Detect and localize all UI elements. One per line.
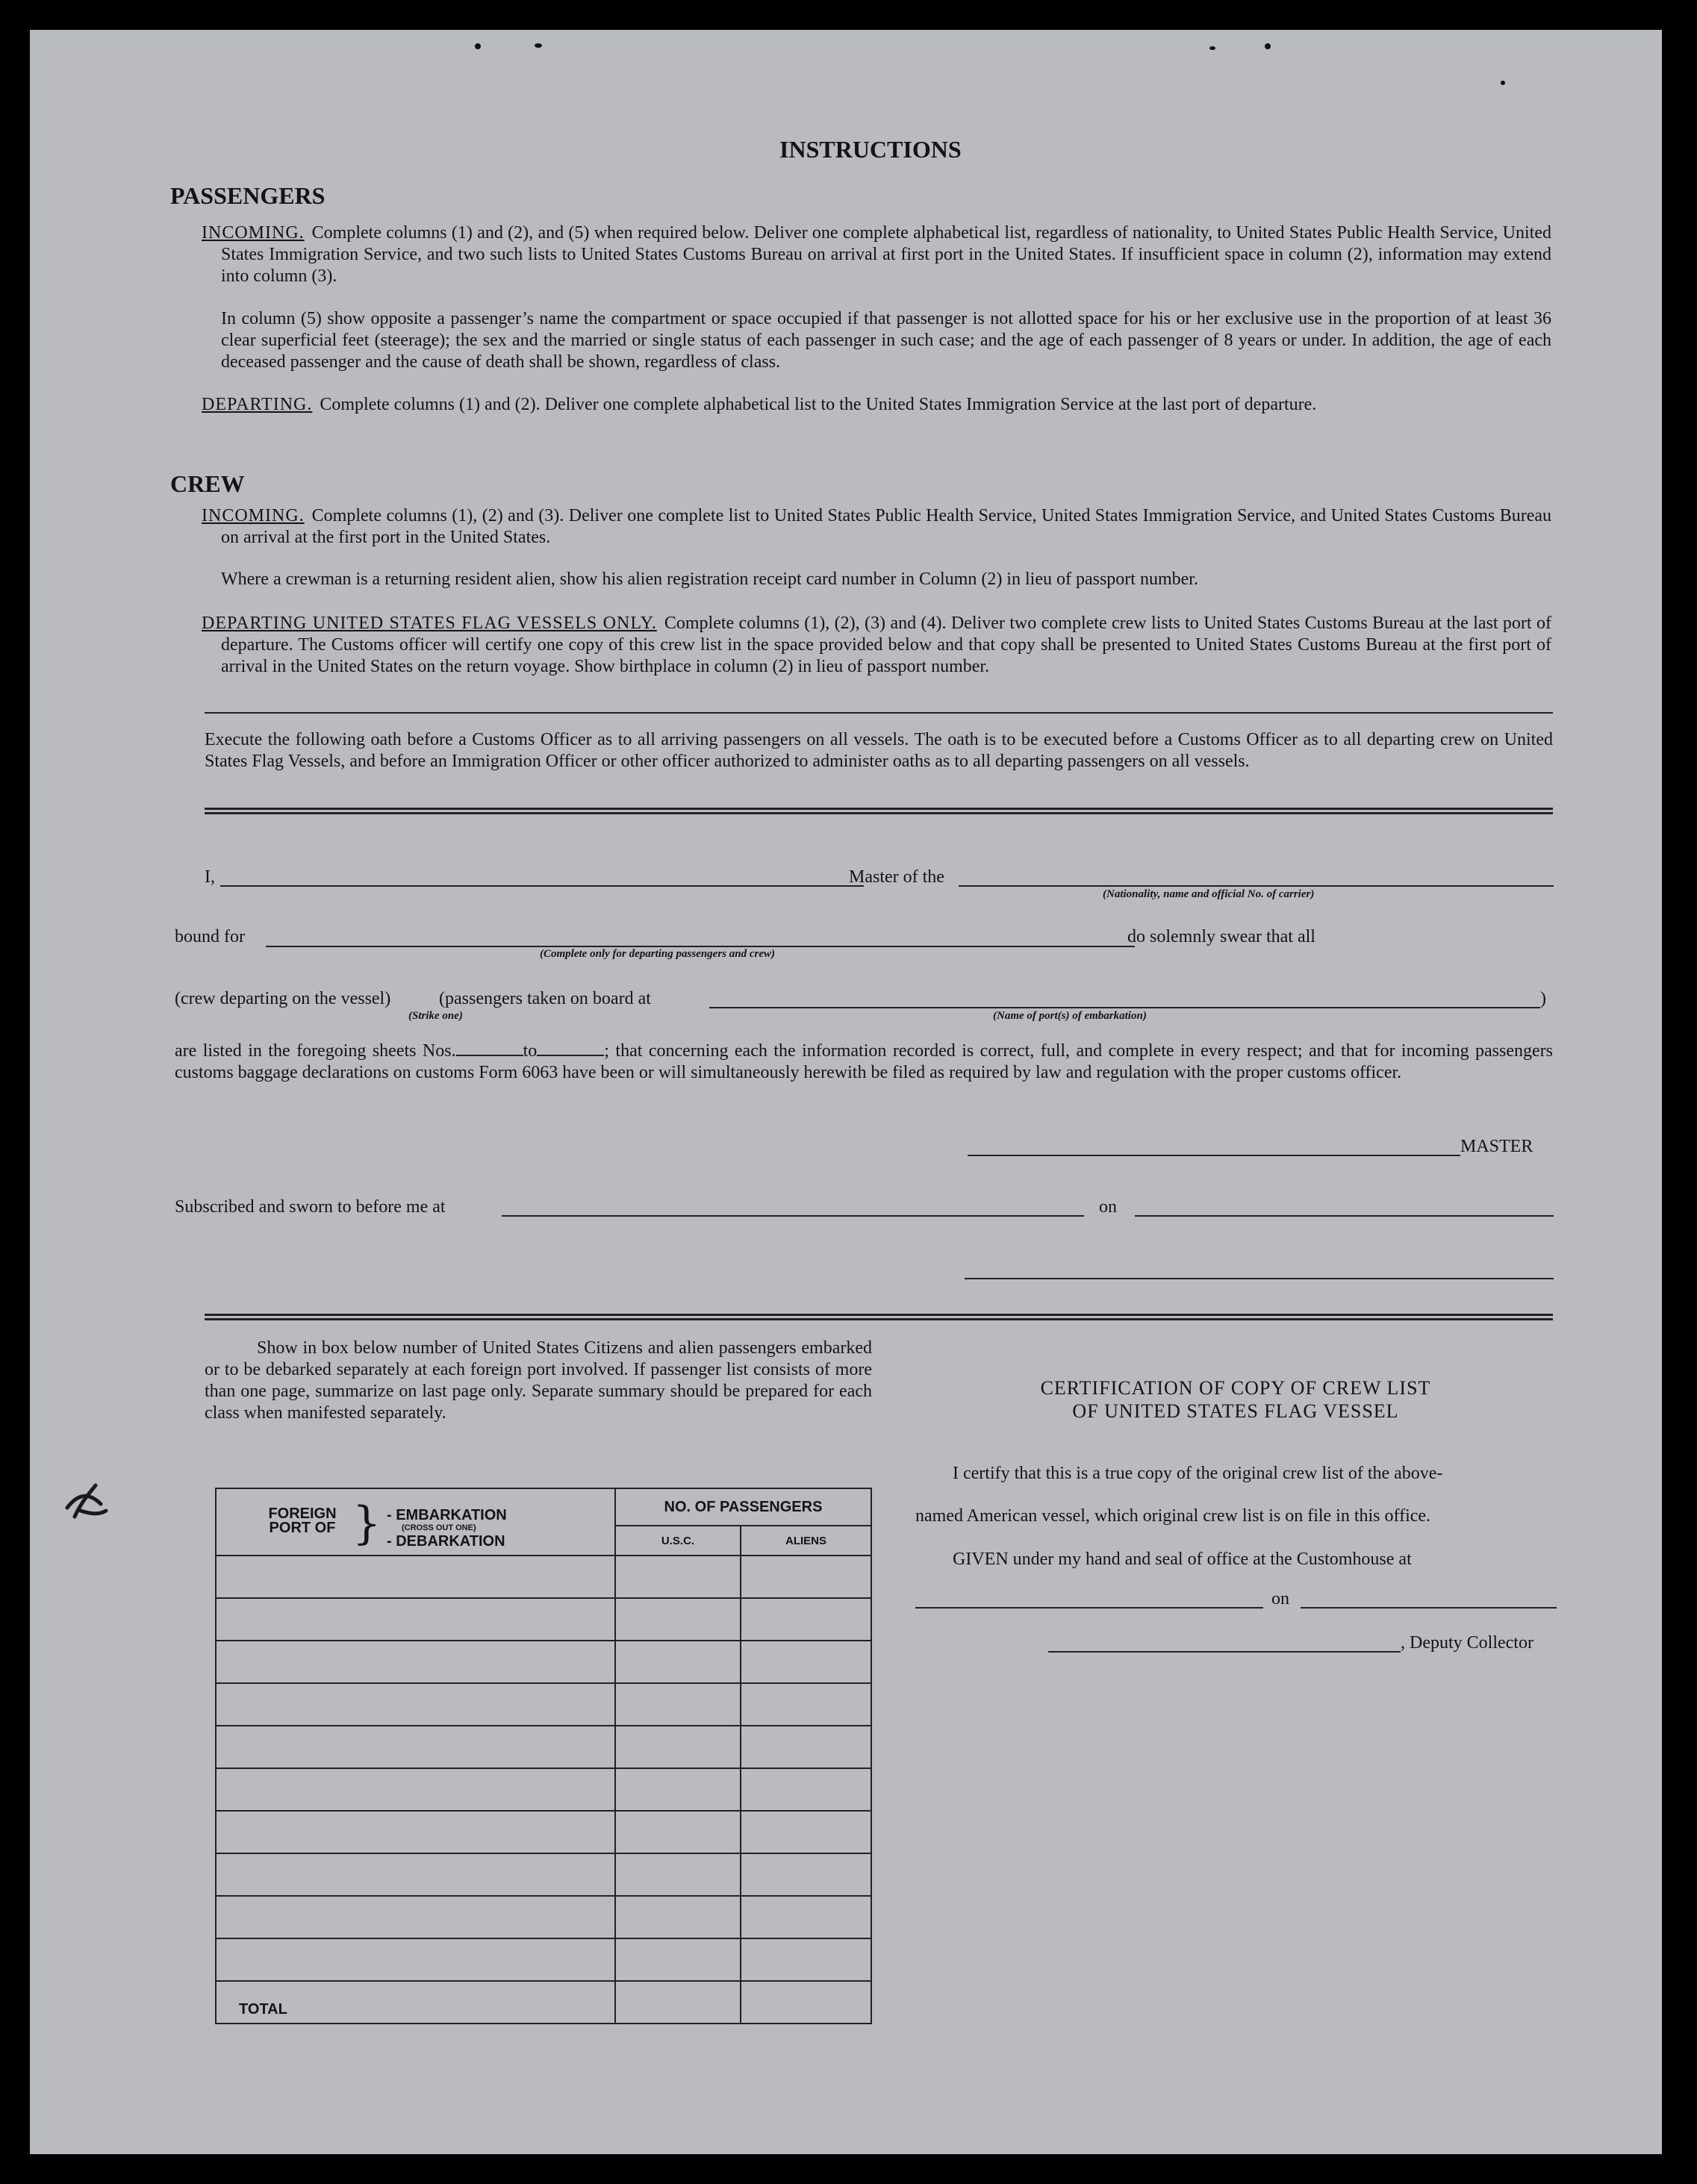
- divider: [205, 712, 1553, 714]
- listed-paragraph: [175, 1040, 1553, 1084]
- usc-cell[interactable]: [615, 1768, 741, 1811]
- usc-cell[interactable]: [615, 1556, 741, 1598]
- foreign-port-header: FOREIGN PORT OF: [268, 1506, 337, 1536]
- certification-heading-line-2: OF UNITED STATES FLAG VESSEL: [1072, 1400, 1399, 1422]
- aliens-cell[interactable]: [741, 1938, 871, 1981]
- port-cell[interactable]: [216, 1853, 615, 1896]
- divider-double: [205, 1314, 1553, 1320]
- form-page: [30, 30, 1662, 2154]
- master-label: MASTER: [1460, 1137, 1533, 1156]
- table-row: [216, 1726, 871, 1768]
- customhouse-field[interactable]: [915, 1607, 1263, 1609]
- usc-header: U.S.C.: [615, 1526, 741, 1556]
- speck: [475, 43, 481, 49]
- cross-out-note: (CROSS OUT ONE): [402, 1523, 476, 1532]
- passengers-incoming-text: Complete columns (1) and (2), and (5) when required below. Deliver one complete alphabetical list, regardless of nationality, to United States Public Health Service, United States Immigration Service, and two such lists to United States Customs Bureau on arrival at first port in the United States. If insufficient space in column (2), information may extend into column (3).: [221, 223, 1551, 286]
- summary-instructions: Show in box below number of United States Citizens and alien passengers embarked or to be debarked separately at each foreign port involved. If passenger list consists of more than one page, summarize on last page only. Separate summary should be prepared for each class when manifested separately.: [205, 1338, 872, 1423]
- certification-on-label: on: [1271, 1589, 1289, 1609]
- aliens-cell[interactable]: [741, 1556, 871, 1598]
- aliens-total-cell[interactable]: [741, 1981, 871, 2024]
- page-title: INSTRUCTIONS: [779, 136, 962, 163]
- sworn-place-field[interactable]: [502, 1215, 1084, 1217]
- usc-cell[interactable]: [615, 1853, 741, 1896]
- aliens-header: ALIENS: [741, 1526, 871, 1556]
- table-row: [216, 1938, 871, 1981]
- usc-cell[interactable]: [615, 1938, 741, 1981]
- certification-date-field[interactable]: [1301, 1607, 1557, 1609]
- table-row: [216, 1683, 871, 1726]
- sheets-from-field[interactable]: [456, 1041, 523, 1056]
- total-row: [216, 1981, 871, 2024]
- close-paren: ): [1540, 989, 1546, 1008]
- crew-departing-text: Complete columns (1), (2), (3) and (4). Deliver two complete crew lists to United States Customs Bureau at the last port of departure. The Customs officer will certify one copy of this crew list in the space provided below and that copy shall be presented to United States Customs Bureau at the first port of arrival in the United States on the return voyage. Show birthplace in column (2) in lieu of passport number.: [221, 614, 1551, 676]
- passengers-departing-lead: DEPARTING.: [202, 395, 313, 414]
- certification-line-3: GIVEN under my hand and seal of office at the Customhouse at: [953, 1550, 1412, 1569]
- deputy-collector-label: , Deputy Collector: [1401, 1633, 1533, 1653]
- usc-total-cell[interactable]: [615, 1981, 741, 2024]
- port-cell[interactable]: [216, 1641, 615, 1683]
- aliens-cell[interactable]: [741, 1811, 871, 1853]
- port-cell[interactable]: [216, 1726, 615, 1768]
- officer-signature-field[interactable]: [965, 1278, 1554, 1279]
- table-row: [216, 1641, 871, 1683]
- listed-label-a: are listed in the foregoing sheets Nos.: [175, 1041, 456, 1061]
- port-cell[interactable]: [216, 1683, 615, 1726]
- port-cell[interactable]: [216, 1938, 615, 1981]
- aliens-cell[interactable]: [741, 1896, 871, 1938]
- divider-double: [205, 808, 1553, 814]
- port-cell[interactable]: [216, 1598, 615, 1641]
- table-row: [216, 1811, 871, 1853]
- crew-departing-lead: DEPARTING UNITED STATES FLAG VESSELS ONLY.: [202, 614, 657, 633]
- port-note: (Name of port(s) of embarkation): [993, 1010, 1147, 1022]
- passengers-departing-text: Complete columns (1) and (2). Deliver one complete alphabetical list to the United States Immigration Service at the last port of departure.: [320, 395, 1317, 414]
- aliens-cell[interactable]: [741, 1768, 871, 1811]
- swear-label: do solemnly swear that all: [1127, 927, 1315, 946]
- no-passengers-header: NO. OF PASSENGERS: [615, 1488, 871, 1526]
- strike-one-note: (Strike one): [408, 1010, 463, 1022]
- port-cell[interactable]: [216, 1768, 615, 1811]
- port-field[interactable]: [709, 1007, 1540, 1008]
- crew-resident-paragraph: Where a crewman is a returning resident alien, show his alien registration receipt card number in Column (2) in lieu of passport number.: [221, 570, 1198, 589]
- aliens-cell[interactable]: [741, 1641, 871, 1683]
- oath-instructions: Execute the following oath before a Customs Officer as to all arriving passengers on all vessels. The oath is to be executed before a Customs Officer as to all departing crew on United States Flag Vessels, and before an Immigration Officer or other officer authorized to administer oaths as to all departing passengers on all vessels.: [205, 730, 1553, 771]
- handwritten-mark: [60, 1478, 112, 1530]
- passenger-summary-table: [215, 1488, 872, 2024]
- table-row: [216, 1598, 871, 1641]
- brace-icon: }: [352, 1497, 382, 1550]
- total-label: TOTAL: [216, 1981, 615, 2024]
- speck: [1265, 43, 1271, 49]
- usc-cell[interactable]: [615, 1641, 741, 1683]
- carrier-field[interactable]: [959, 885, 1554, 887]
- oath-i-label: I,: [205, 867, 215, 887]
- usc-cell[interactable]: [615, 1683, 741, 1726]
- bound-for-field[interactable]: [266, 946, 1135, 947]
- usc-cell[interactable]: [615, 1598, 741, 1641]
- deputy-signature-field[interactable]: [1048, 1651, 1401, 1653]
- aliens-cell[interactable]: [741, 1598, 871, 1641]
- master-of-the-label: Master of the: [849, 867, 944, 887]
- passengers-incoming-paragraph: [202, 222, 1551, 287]
- usc-cell[interactable]: [615, 1726, 741, 1768]
- bound-for-label: bound for: [175, 927, 245, 946]
- table-row: [216, 1896, 871, 1938]
- subscribed-label: Subscribed and sworn to before me at: [175, 1197, 446, 1217]
- passengers-heading: PASSENGERS: [170, 182, 326, 209]
- passengers-departing-paragraph: [202, 394, 1551, 416]
- speck: [1501, 81, 1505, 85]
- passengers-incoming-lead: INCOMING.: [202, 223, 305, 243]
- speck: [535, 43, 542, 48]
- master-name-field[interactable]: [220, 885, 864, 887]
- usc-cell[interactable]: [615, 1811, 741, 1853]
- sworn-on-label: on: [1099, 1197, 1117, 1217]
- crew-departing-option[interactable]: (crew departing on the vessel): [175, 989, 391, 1008]
- crew-departing-paragraph: [202, 613, 1551, 678]
- usc-cell[interactable]: [615, 1896, 741, 1938]
- debarkation-option[interactable]: - DEBARKATION: [387, 1533, 505, 1550]
- certification-heading: [915, 1376, 1557, 1423]
- crew-incoming-text: Complete columns (1), (2) and (3). Deliver one complete list to United States Public Health Service, United States Immigration Service, and United States Customs Bureau on arrival at the first port in the United States.: [221, 506, 1551, 547]
- port-cell[interactable]: [216, 1896, 615, 1938]
- bound-for-note: (Complete only for departing passengers and crew): [540, 948, 775, 960]
- listed-to-label: to: [523, 1041, 538, 1061]
- sheets-to-field[interactable]: [537, 1041, 604, 1056]
- table-row: [216, 1556, 871, 1598]
- speck: [1209, 46, 1215, 50]
- aliens-cell[interactable]: [741, 1853, 871, 1896]
- passengers-taken-option[interactable]: (passengers taken on board at: [439, 989, 651, 1008]
- aliens-cell[interactable]: [741, 1683, 871, 1726]
- passengers-column5-paragraph: In column (5) show opposite a passenger’s name the compartment or space occupied if that passenger is not allotted space for his or her exclusive use in the proportion of at least 36 clear superficial feet (steerage); the sex and the married or single status of each passenger in such case; and the age of each passenger of 8 years or under. In addition, the age of each deceased passenger and the cause of death shall be shown, regardless of class.: [221, 309, 1551, 372]
- port-header-cell: [216, 1488, 615, 1556]
- port-cell[interactable]: [216, 1811, 615, 1853]
- port-cell[interactable]: [216, 1556, 615, 1598]
- embarkation-option[interactable]: - EMBARKATION: [387, 1507, 507, 1523]
- crew-heading: CREW: [170, 470, 245, 497]
- certification-line-1: I certify that this is a true copy of the original crew list of the above-: [953, 1464, 1443, 1483]
- sworn-date-field[interactable]: [1135, 1215, 1554, 1217]
- crew-incoming-paragraph: [202, 505, 1551, 549]
- aliens-cell[interactable]: [741, 1726, 871, 1768]
- table-row: [216, 1768, 871, 1811]
- master-signature-field[interactable]: [968, 1155, 1460, 1156]
- carrier-note: (Nationality, name and official No. of carrier): [1103, 888, 1315, 900]
- certification-line-2: named American vessel, which original crew list is on file in this office.: [915, 1506, 1431, 1526]
- listed-label-b: ; that concerning each the information recorded is correct, full, and complete in every respect; and that for incoming passengers customs baggage declarations on customs Form 6063 have been or will simultaneously herewith be filed as required by law and regulation with the proper customs officer.: [175, 1041, 1553, 1082]
- crew-incoming-lead: INCOMING.: [202, 506, 305, 525]
- table-row: [216, 1853, 871, 1896]
- certification-heading-line-1: CERTIFICATION OF COPY OF CREW LIST: [1040, 1377, 1431, 1399]
